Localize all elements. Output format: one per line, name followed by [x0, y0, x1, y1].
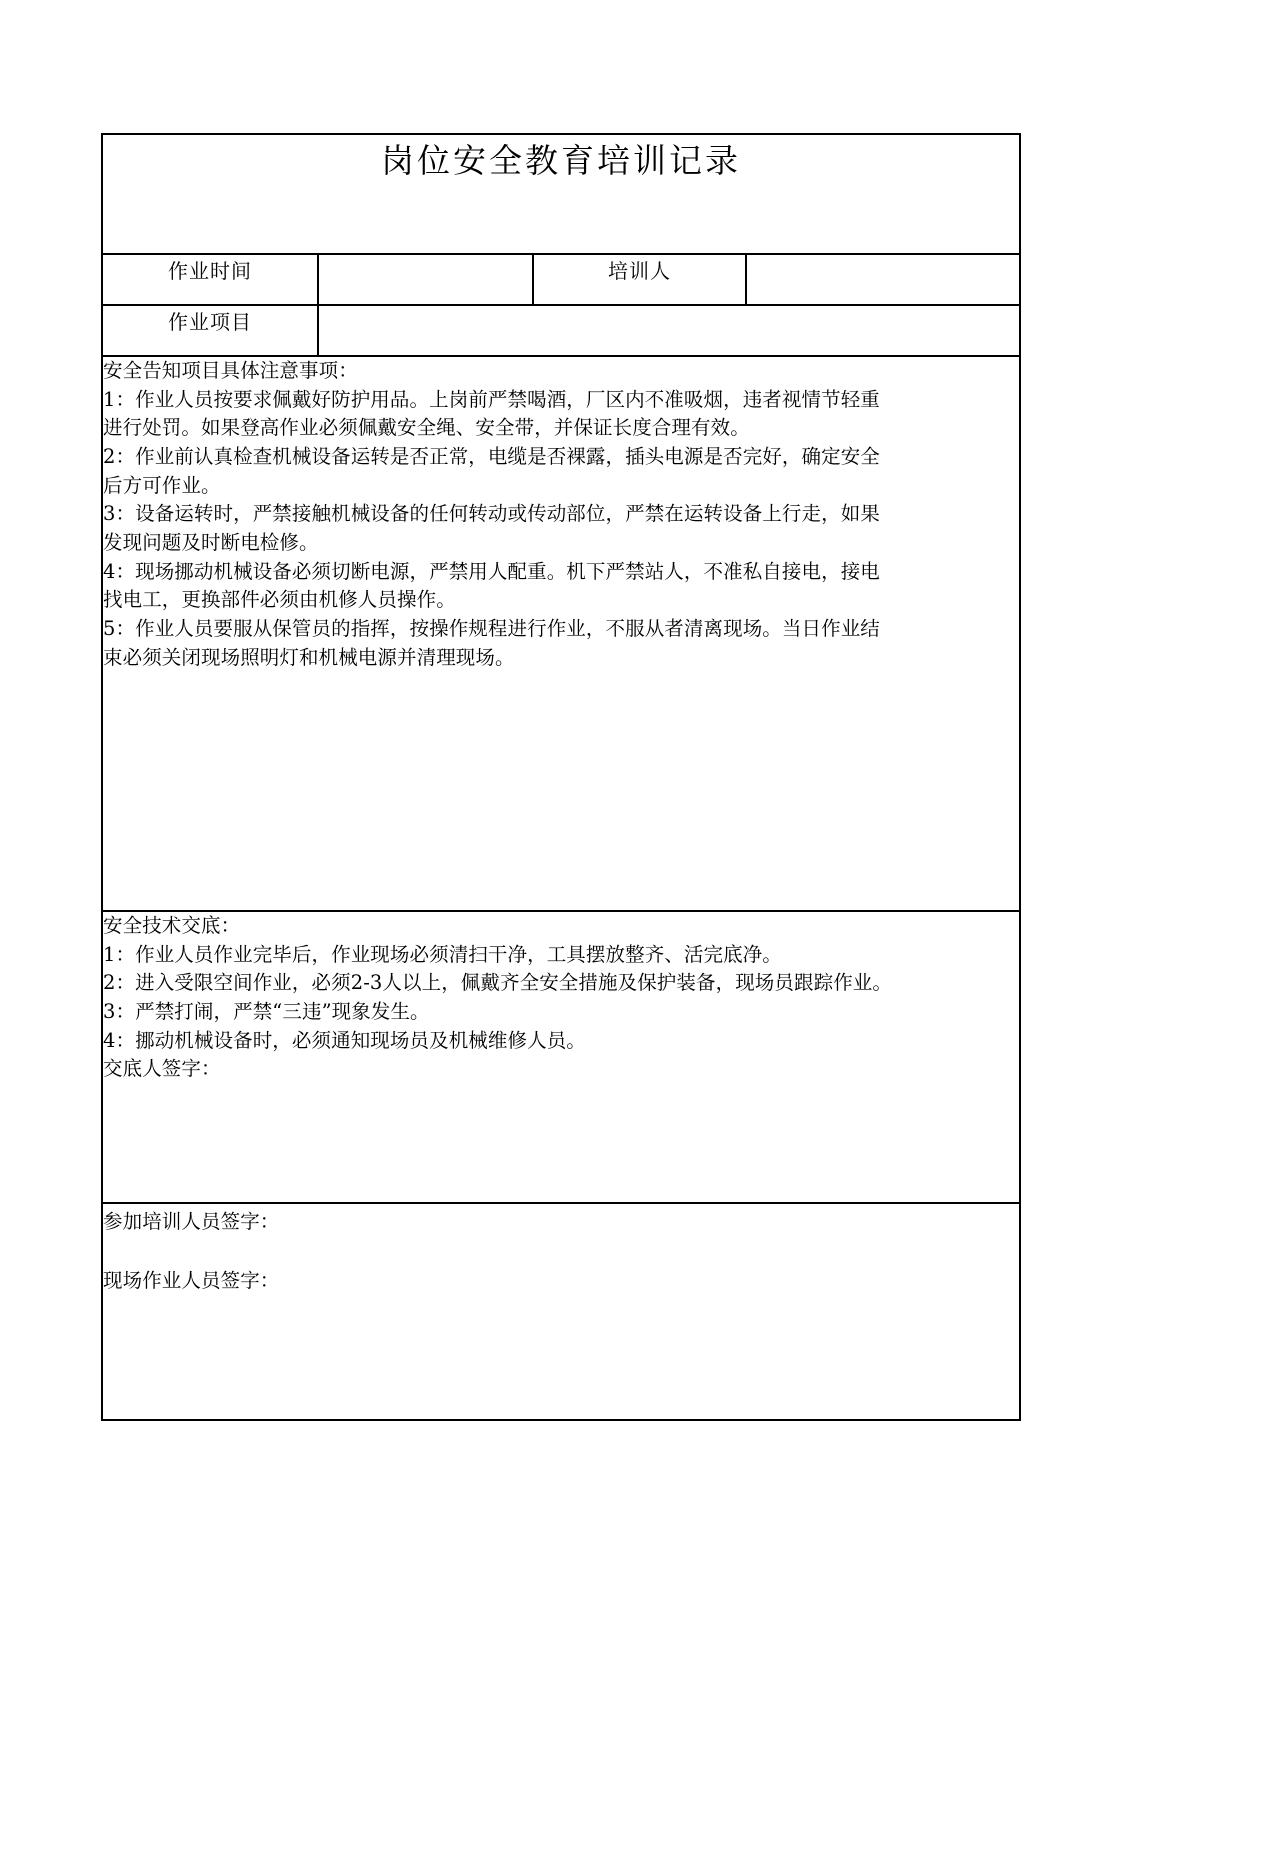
- safety-notice-line: 3：设备运转时，严禁接触机械设备的任何转动或传动部位，严禁在运转设备上行走，如果: [103, 502, 880, 526]
- safety-notice-heading: 安全告知项目具体注意事项：: [103, 359, 358, 382]
- table-row-work-time: [102, 254, 1020, 305]
- section-row-signatures: [102, 1203, 1020, 1420]
- table-row-work-project: [102, 305, 1020, 356]
- safety-notice-line: 发现问题及时断电检修。: [103, 530, 319, 554]
- technical-briefing-line: 4：挪动机械设备时，必须通知现场员及机械维修人员。: [103, 1028, 586, 1052]
- technical-briefing-heading: 安全技术交底：: [103, 914, 241, 937]
- technical-briefing-line: 1：作业人员作业完毕后，作业现场必须清扫干净，工具摆放整齐、活完底净。: [103, 942, 782, 966]
- section-row-safety-notice: [102, 356, 1020, 911]
- field-work-project-value[interactable]: [318, 305, 1020, 356]
- safety-notice-line: 进行处罚。如果登高作业必须佩戴安全绳、安全带，并保证长度合理有效。: [103, 416, 750, 440]
- training-record-form: [101, 133, 1021, 1421]
- safety-notice-line: 束必须关闭现场照明灯和机械电源并清理现场。: [103, 645, 515, 669]
- title-row: [102, 134, 1020, 254]
- briefing-signature-label[interactable]: 交底人签字：: [103, 1057, 221, 1081]
- technical-briefing-line: 2：进入受限空间作业，必须2-3人以上，佩戴齐全安全措施及保护装备，现场员跟踪作业。: [103, 971, 893, 995]
- section-row-technical-briefing: [102, 911, 1020, 1203]
- field-trainer-value[interactable]: [746, 254, 1020, 305]
- signatures-section: [102, 1203, 1020, 1420]
- label-trainer: 培训人: [533, 254, 746, 305]
- safety-notice-section: [102, 356, 1020, 911]
- technical-briefing-section: [102, 911, 1020, 1203]
- safety-notice-line: 2：作业前认真检查机械设备运转是否正常，电缆是否裸露，插头电源是否完好，确定安全: [103, 444, 880, 468]
- trainee-signature-label[interactable]: 参加培训人员签字：: [103, 1210, 280, 1233]
- safety-notice-line: 5：作业人员要服从保管员的指挥，按操作规程进行作业，不服从者清离现场。当日作业结: [103, 616, 880, 640]
- label-work-project: 作业项目: [102, 305, 318, 356]
- safety-notice-line: 4：现场挪动机械设备必须切断电源，严禁用人配重。机下严禁站人，不准私自接电，接电: [103, 559, 880, 583]
- safety-notice-line: 找电工，更换部件必须由机修人员操作。: [103, 588, 456, 612]
- onsite-worker-signature-label[interactable]: 现场作业人员签字：: [103, 1268, 280, 1292]
- field-work-time-value[interactable]: [318, 254, 533, 305]
- technical-briefing-line: 3：严禁打闹，严禁“三违”现象发生。: [103, 999, 430, 1023]
- safety-notice-line: 1：作业人员按要求佩戴好防护用品。上岗前严禁喝酒，厂区内不准吸烟，违者视情节轻重: [103, 387, 880, 411]
- label-work-time: 作业时间: [102, 254, 318, 305]
- safety-notice-line: 后方可作业。: [103, 473, 221, 497]
- page-title: 岗位安全教育培训记录: [102, 134, 1020, 254]
